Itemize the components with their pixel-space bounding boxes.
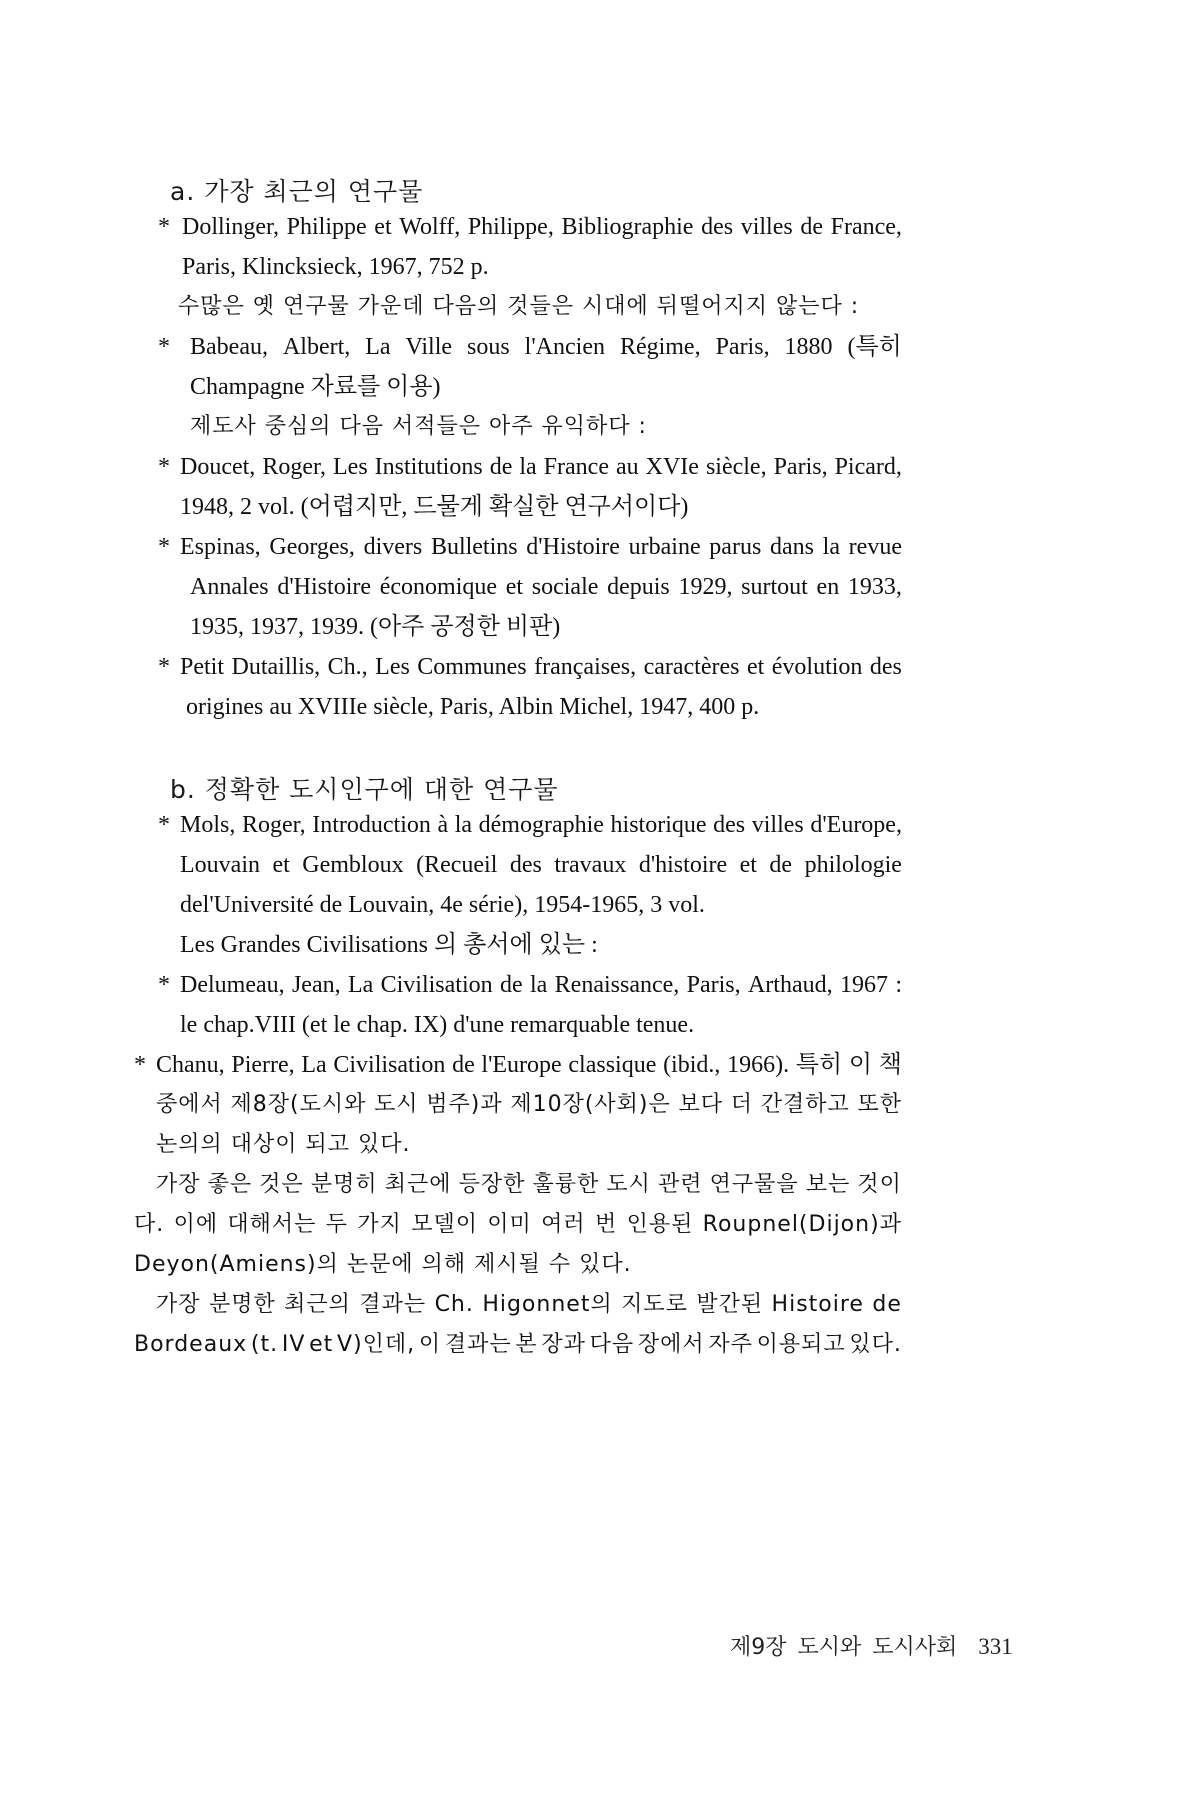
bib-entry-mols-line-3: del'Université de Louvain, 4e série), 1954-1965, 3 vol. [180, 892, 705, 918]
bib-entry-babeau-line-1: Babeau, Albert, La Ville sous l'Ancien Régime, Paris, 1880 (특히 [190, 334, 902, 360]
bib-entry-mols-line-2: Louvain et Gembloux (Recueil des travaux d'histoire et de philologie [180, 852, 902, 878]
paragraph-1-line-2: 다. 이에 대해서는 두 가지 모델이 이미 여러 번 인용된 Roupnel(Dijon)과 [134, 1212, 902, 1237]
bullet-marker: * [158, 454, 170, 480]
bib-entry-delumeau-line-2: le chap.VIII (et le chap. IX) d'une remarquable tenue. [180, 1012, 695, 1038]
section-a-heading: a. 가장 최근의 연구물 [170, 177, 424, 206]
bib-entry-petit-dutaillis-line-2: origines au XVIIIe siècle, Paris, Albin Michel, 1947, 400 p. [186, 694, 760, 720]
section-b-heading: b. 정확한 도시인구에 대한 연구물 [170, 775, 559, 804]
bib-entry-espinas-line-3: 1935, 1937, 1939. (아주 공정한 비판) [190, 614, 561, 640]
running-footer [730, 1630, 1013, 1661]
paragraph-1-line-1: 가장 좋은 것은 분명히 최근에 등장한 훌륭한 도시 관련 연구물을 보는 것이 [156, 1172, 902, 1197]
bib-entry-espinas-line-1: Espinas, Georges, divers Bulletins d'Histoire urbaine parus dans la revue [180, 534, 902, 560]
bullet-marker: * [158, 214, 170, 240]
note-older-works: 수많은 옛 연구물 가운데 다음의 것들은 시대에 뒤떨어지지 않는다 : [178, 294, 860, 319]
note-institutions: 제도사 중심의 다음 서적들은 아주 유익하다 : [190, 414, 647, 439]
bib-entry-chanu-line-1: Chanu, Pierre, La Civilisation de l'Europe classique (ibid., 1966). 특히 이 책 [156, 1052, 902, 1078]
bullet-marker: * [158, 812, 170, 838]
bib-entry-babeau-line-2: Champagne 자료를 이용) [190, 374, 441, 400]
bullet-marker: * [158, 334, 170, 360]
bib-entry-doucet-line-1: Doucet, Roger, Les Institutions de la France au XVIe siècle, Paris, Picard, [180, 454, 902, 480]
bullet-marker: * [158, 654, 170, 680]
note-grandes-civilisations: Les Grandes Civilisations 의 총서에 있는 : [180, 932, 598, 958]
paragraph-2-line-1: 가장 분명한 최근의 결과는 Ch. Higonnet의 지도로 발간된 Histoire de [156, 1292, 902, 1317]
bib-entry-espinas-line-2: Annales d'Histoire économique et sociale depuis 1929, surtout en 1933, [190, 574, 902, 600]
bib-entry-mols-line-1: Mols, Roger, Introduction à la démographie historique des villes d'Europe, [180, 812, 902, 838]
bib-entry-petit-dutaillis-line-1: Petit Dutaillis, Ch., Les Communes françaises, caractères et évolution des [180, 654, 902, 680]
bib-entry-chanu-line-2: 중에서 제8장(도시와 도시 범주)과 제10장(사회)은 보다 더 간결하고 또한 [156, 1092, 902, 1117]
bib-entry-chanu-line-3: 논의의 대상이 되고 있다. [156, 1132, 411, 1157]
bullet-marker: * [158, 972, 170, 998]
bullet-marker: * [134, 1052, 146, 1078]
bib-entry-doucet-line-2: 1948, 2 vol. (어렵지만, 드물게 확실한 연구서이다) [180, 494, 689, 520]
page-number: 331 [978, 1634, 1013, 1659]
bullet-marker: * [158, 534, 170, 560]
paragraph-2-line-2: Bordeaux (t. IV et V)인데, 이 결과는 본 장과 다음 장에서 자주 이용되고 있다. [134, 1332, 902, 1357]
bib-entry-dollinger-line-2: Paris, Klincksieck, 1967, 752 p. [182, 254, 489, 280]
paragraph-1-line-3: Deyon(Amiens)의 논문에 의해 제시될 수 있다. [134, 1252, 632, 1277]
bib-entry-dollinger-line-1: Dollinger, Philippe et Wolff, Philippe, Bibliographie des villes de France, [182, 214, 902, 240]
bib-entry-delumeau-line-1: Delumeau, Jean, La Civilisation de la Renaissance, Paris, Arthaud, 1967 : [180, 972, 902, 998]
chapter-title: 제9장 도시와 도시사회 [730, 1635, 958, 1660]
